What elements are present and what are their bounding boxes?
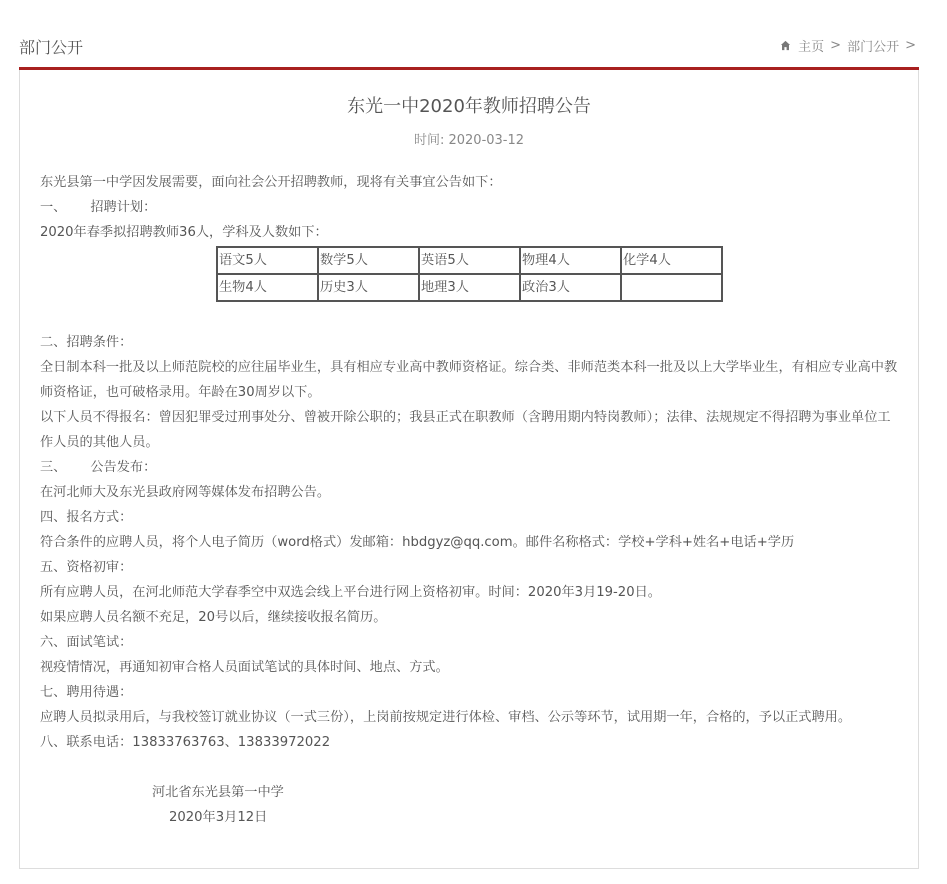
contact-phone: 八、联系电话：13833763763、13833972022 xyxy=(40,735,331,750)
section-7-text: 应聘人员拟录用后，与我校签订就业协议（一式三份），上岗前按规定进行体检、审档、公示等环节，试用期一年，合格的，予以正式聘用。 xyxy=(40,710,852,725)
breadcrumb-separator: > xyxy=(905,38,916,53)
section-3-heading xyxy=(40,455,900,480)
section-3-number: 三、 xyxy=(40,460,67,475)
section-6-heading: 六、面试笔试： xyxy=(40,635,133,650)
table-cell xyxy=(621,274,722,301)
table-cell: 化学4人 xyxy=(621,247,722,274)
section-title: 部门公开 xyxy=(19,38,84,57)
table-row xyxy=(217,247,722,274)
intro-paragraph: 东光县第一中学因发展需要，面向社会公开招聘教师，现将有关事宜公告如下： xyxy=(40,175,502,190)
section-5-para-1: 所有应聘人员，在河北师范大学春季空中双选会线上平台进行网上资格初审。时间：2020年3月19-20日。 xyxy=(40,585,661,600)
section-1-text: 2020年春季拟招聘教师36人，学科及人数如下： xyxy=(40,225,328,240)
subjects-table xyxy=(216,246,723,302)
section-5-heading: 五、资格初审： xyxy=(40,560,133,575)
section-3-text: 在河北师大及东光县政府网等媒体发布招聘公告。 xyxy=(40,485,331,500)
section-6-text: 视疫情情况，再通知初审合格人员面试笔试的具体时间、地点、方式。 xyxy=(40,660,449,675)
table-cell: 英语5人 xyxy=(419,247,520,274)
table-cell: 地理3人 xyxy=(419,274,520,301)
table-cell: 历史3人 xyxy=(318,274,419,301)
table-cell: 物理4人 xyxy=(520,247,621,274)
page-header xyxy=(19,30,918,68)
article-body xyxy=(40,170,900,830)
article-time: 时间: 2020-03-12 xyxy=(413,133,525,148)
table-cell: 数学5人 xyxy=(318,247,419,274)
table-cell: 政治3人 xyxy=(520,274,621,301)
section-4-text: 符合条件的应聘人员，将个人电子简历（word格式）发邮箱：hbdgyz@qq.com。邮件名称格式：学校+学科+姓名+电话+学历 xyxy=(40,535,795,550)
home-icon xyxy=(780,40,791,51)
section-7-heading: 七、聘用待遇： xyxy=(40,685,133,700)
breadcrumb-home-link[interactable]: 主页 xyxy=(798,40,825,55)
section-2-heading: 二、招聘条件： xyxy=(40,335,133,350)
table-cell: 语文5人 xyxy=(217,247,318,274)
signature-org: 河北省东光县第一中学 xyxy=(152,785,284,800)
signature-block xyxy=(40,780,900,830)
article-title: 东光一中2020年教师招聘公告 xyxy=(347,96,591,117)
table-cell: 生物4人 xyxy=(217,274,318,301)
section-1-title: 招聘计划： xyxy=(90,200,157,215)
breadcrumb-department-link[interactable]: 部门公开 xyxy=(847,40,900,55)
breadcrumb-separator: > xyxy=(830,38,842,53)
section-2-para-1: 全日制本科一批及以上师范院校的应往届毕业生，具有相应专业高中教师资格证。综合类、非师范类本科一批及以上大学毕业生，有相应专业高中教师资格证，也可破格录用。年龄在30周岁以下。 xyxy=(40,360,898,400)
section-1-heading xyxy=(40,195,900,220)
table-row xyxy=(217,274,722,301)
section-4-heading: 四、报名方式： xyxy=(40,510,133,525)
section-5-para-2: 如果应聘人员名额不充足，20号以后，继续接收报名简历。 xyxy=(40,610,387,625)
section-3-title: 公告发布： xyxy=(90,460,157,475)
article-container xyxy=(19,70,919,869)
section-1-number: 一、 xyxy=(40,200,67,215)
breadcrumb xyxy=(780,36,918,55)
signature-date: 2020年3月12日 xyxy=(169,810,268,825)
section-2-para-2: 以下人员不得报名：曾因犯罪受过刑事处分、曾被开除公职的；我县正式在职教师（含聘用期内特岗教师）；法律、法规规定不得招聘为事业单位工作人员的其他人员。 xyxy=(40,410,891,450)
